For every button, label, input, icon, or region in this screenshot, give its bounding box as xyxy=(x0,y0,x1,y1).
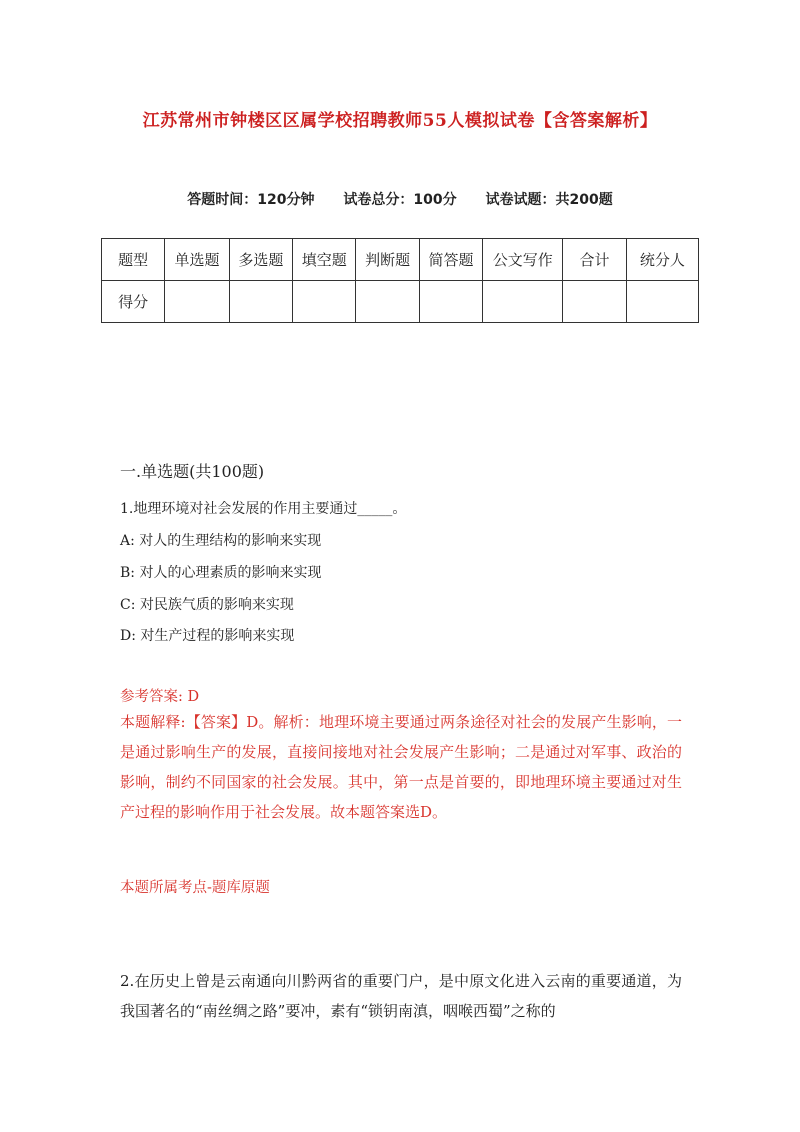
question-1-explanation: 本题解释:【答案】D。解析：地理环境主要通过两条途径对社会的发展产生影响，一是通过影响生产的发展，直接间接地对社会发展产生影响；二是通过对军事、政治的影响，制约不同国家的社会发展。其中，第一点是首要的，即地理环境主要通过对生产过程的影响作用于社会发展。故本题答案选D。 xyxy=(120,713,682,821)
question-1-option-d: D: 对生产过程的影响来实现 xyxy=(120,628,295,644)
score-cell xyxy=(419,281,482,323)
exam-total-score: 试卷总分：100分 xyxy=(343,192,457,208)
question-1-option-a: A: 对人的生理结构的影响来实现 xyxy=(120,533,322,549)
question-1-knowledge-point: 本题所属考点-题库原题 xyxy=(120,880,270,896)
exam-time: 答题时间：120分钟 xyxy=(187,192,315,208)
question-1-answer: 参考答案: D xyxy=(120,689,200,705)
question-1-stem: 1.地理环境对社会发展的作用主要通过_____。 xyxy=(120,501,407,517)
exam-question-count: 试卷试题：共200题 xyxy=(485,192,613,208)
header-cell-true-false: 判断题 xyxy=(356,239,419,281)
header-cell-fill-blank: 填空题 xyxy=(293,239,356,281)
score-cell xyxy=(483,281,563,323)
header-cell-total: 合计 xyxy=(563,239,626,281)
section-title: 一.单选题(共100题) xyxy=(120,462,265,481)
score-cell xyxy=(563,281,626,323)
header-cell-multiple-choice: 多选题 xyxy=(229,239,292,281)
score-cell xyxy=(229,281,292,323)
score-cell xyxy=(165,281,229,323)
score-table-score-row xyxy=(102,281,699,323)
score-table-header-row xyxy=(102,239,699,281)
score-cell xyxy=(356,281,419,323)
header-cell-short-answer: 简答题 xyxy=(419,239,482,281)
header-cell-single-choice: 单选题 xyxy=(165,239,229,281)
exam-meta xyxy=(0,189,800,209)
question-1-option-b: B: 对人的心理素质的影响来实现 xyxy=(120,565,322,581)
row-label-score: 得分 xyxy=(102,281,165,323)
header-cell-type: 题型 xyxy=(102,239,165,281)
header-cell-official-writing: 公文写作 xyxy=(483,239,563,281)
score-cell xyxy=(626,281,698,323)
score-table xyxy=(101,238,699,323)
question-1-option-c: C: 对民族气质的影响来实现 xyxy=(120,597,294,613)
header-cell-scorer: 统分人 xyxy=(626,239,698,281)
page-title: 江苏常州市钟楼区区属学校招聘教师55人模拟试卷【含答案解析】 xyxy=(142,111,658,131)
question-2-stem: 2.在历史上曾是云南通向川黔两省的重要门户，是中原文化进入云南的重要通道，为我国著名的“南丝绸之路”要冲，素有“锁钥南滇，咽喉西蜀”之称的 xyxy=(120,972,682,1020)
score-cell xyxy=(293,281,356,323)
